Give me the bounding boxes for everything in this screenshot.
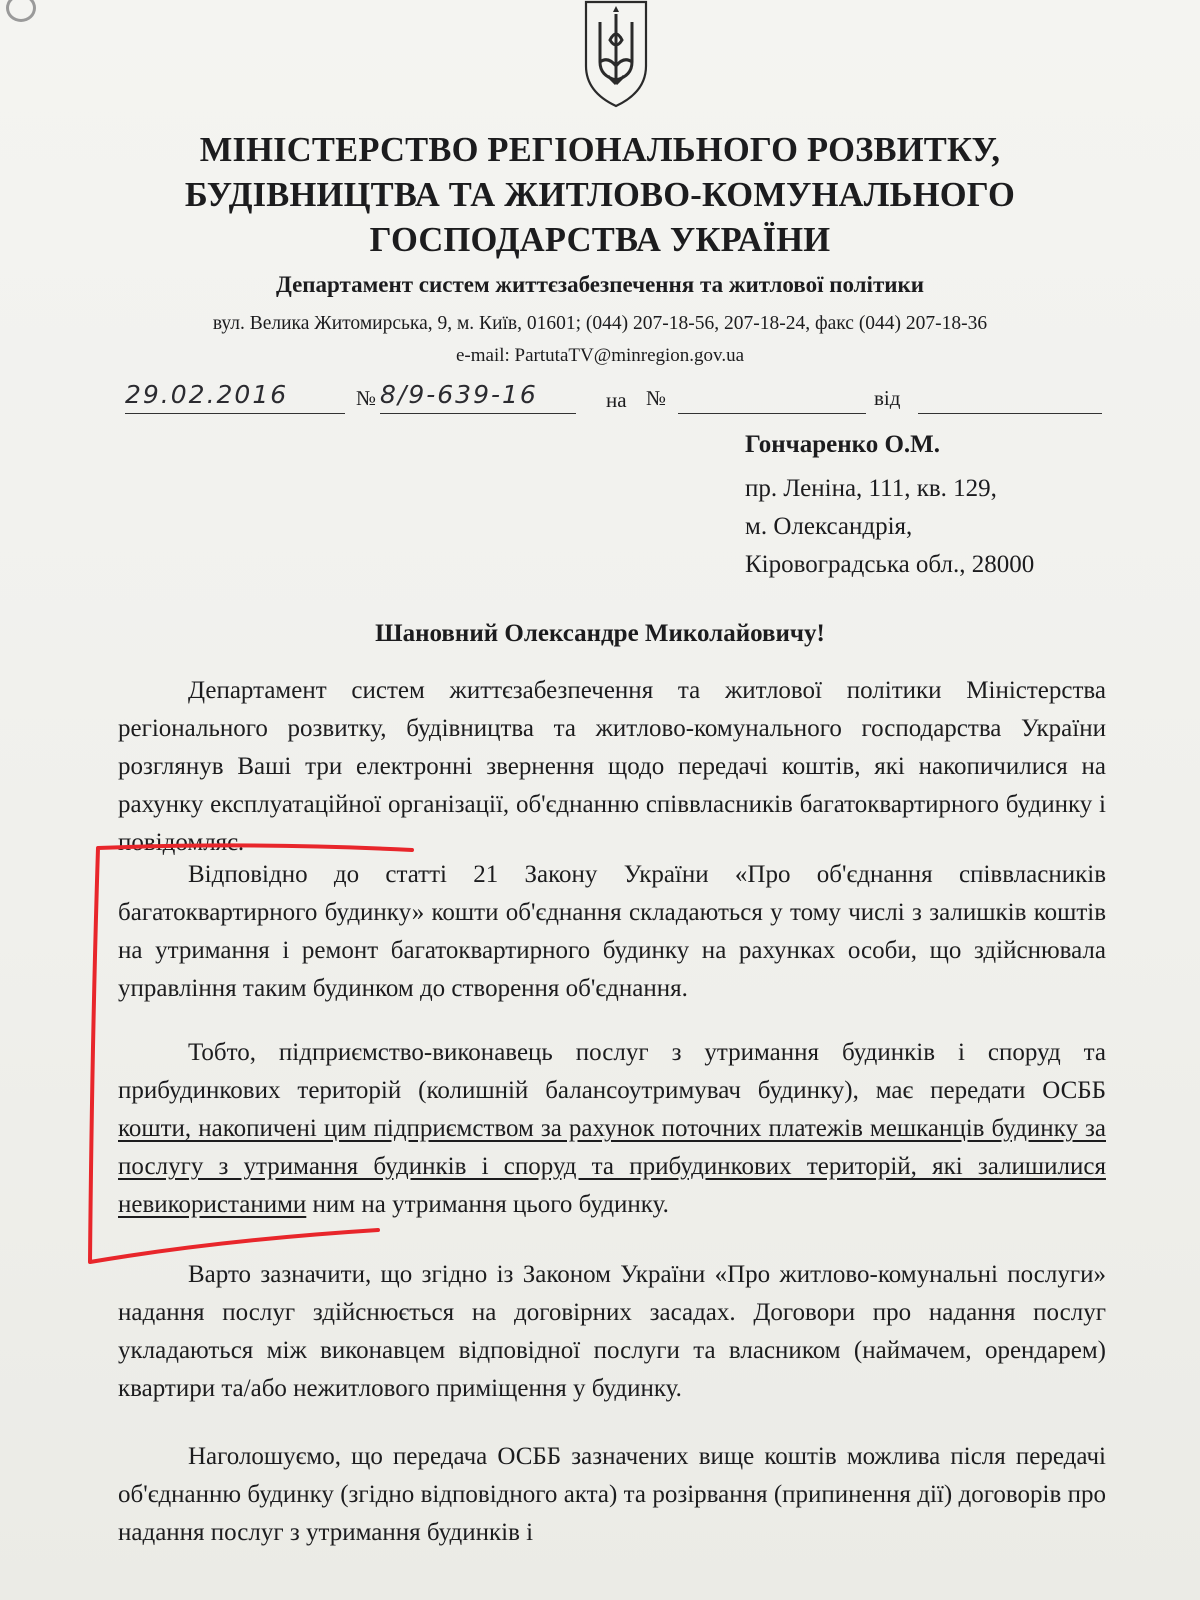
paragraph-3-underlined: кошти, накопичені цим підприємством за рахунок поточних платежів мешканців будинку за послугу з утримання будинків і споруд та прибудинкових територій, які залишилися невикористаними [118,1115,1106,1218]
ministry-email: e-mail: PartutaTV@minregion.gov.ua [456,345,744,366]
paragraph-3-end: ним на утримання цього будинку. [312,1191,669,1218]
from-label: від [874,386,901,410]
reference-number-label: № [646,386,667,410]
salutation: Шановний Олександре Миколайовичу! [375,620,825,647]
ministry-address: вул. Велика Житомирська, 9, м. Київ, 01601; (044) 207-18-56, 207-18-24, факс (044) 207-18-36 [212,313,988,334]
body-paragraph-2: Відповідно до статті 21 Закону України «Про об'єднання співвласників багатоквартирного будинку» кошти об'єднання складаються у тому числі з залишків коштів на утримання і ремонт багатоквартирного будинку на рахунках особи, що здійснювала управління таким будинком до створення об'єднання. [118,861,1106,1002]
number-label: № [356,386,377,410]
recipient-name: Гончаренко О.М. [745,431,940,458]
reference-label: на [606,388,627,412]
body-paragraph-5: Наголошуємо, що передача ОСББ зазначених вище коштів можлива після передачі об'єднанню будинку (згідно відповідного акта) та розірвання (припинення дії) договорів про надання послуг з утримання будинків і [118,1443,1106,1546]
ministry-title-line: ГОСПОДАРСТВА УКРАЇНИ [369,221,831,259]
recipient-address-line: пр. Леніна, 111, кв. 129, [745,475,997,502]
ministry-title-line: БУДІВНИЦТВА ТА ЖИТЛОВО-КОМУНАЛЬНОГО [184,176,1016,214]
paragraph-3-start: Тобто, підприємство-виконавець послуг з утримання будинків і споруд та прибудинкових територій (колишній балансоутримувач будинку), має передати ОСББ [118,1039,1106,1104]
recipient-address-line: Кіровоградська обл., 28000 [745,551,1035,578]
body-paragraph-1: Департамент систем життєзабезпечення та житлової політики Міністерства регіонального розвитку, будівництва та житлово-комунального господарства України розглянув Ваші три електронні звернення щодо передачі коштів, які накопичилися на рахунку експлуатаційної організації, об'єднанню співвласників багатоквартирного будинку і повідомляє. [118,677,1106,856]
ministry-title-line: МІНІСТЕРСТВО РЕГІОНАЛЬНОГО РОЗВИТКУ, [199,131,1001,169]
body-paragraph-4: Варто зазначити, що згідно із Законом України «Про житлово-комунальні послуги» надання послуг здійснюється на договірних засадах. Договори про надання послуг укладаються між виконавцем відповідної послуги та власником (наймачем, орендарем) квартири та/або нежитлового приміщення у будинку. [118,1261,1106,1402]
department-name: Департамент систем життєзабезпечення та житлової політики [275,272,925,297]
outgoing-number: 8/9-639-16 [380,380,538,409]
recipient-address-line: м. Олександрія, [745,513,913,540]
outgoing-date: 29.02.2016 [125,380,289,409]
